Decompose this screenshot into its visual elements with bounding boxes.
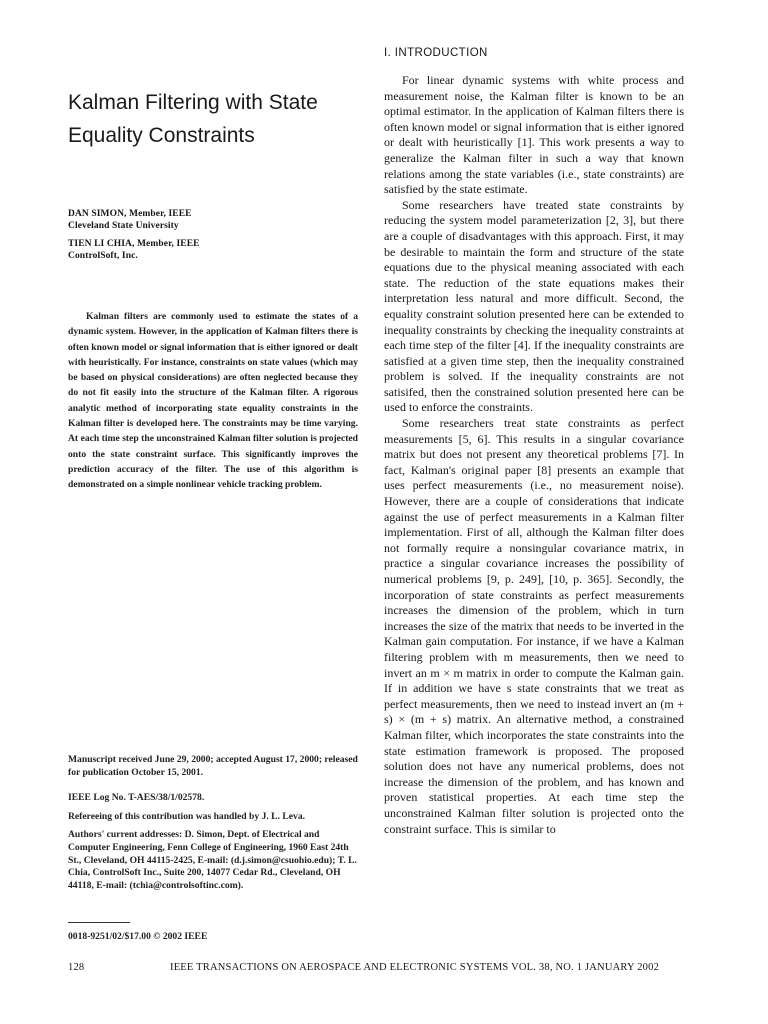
intro-body (384, 73, 684, 837)
section-heading: I. INTRODUCTION (384, 47, 488, 59)
copyright-line: 0018-9251/02/$17.00 © 2002 IEEE (68, 931, 208, 942)
footnote-refereeing: Refereeing of this contribution was handled by J. L. Leva. (68, 811, 306, 822)
author-name: DAN SIMON, Member, IEEE (68, 209, 192, 219)
author-affiliation: ControlSoft, Inc. (68, 251, 138, 261)
author-block (68, 208, 358, 232)
page-number: 128 (68, 962, 85, 973)
page-footer (68, 962, 684, 978)
footnote-divider (68, 922, 130, 923)
journal-citation: IEEE TRANSACTIONS ON AEROSPACE AND ELECTRONIC SYSTEMS VOL. 38, NO. 1 JANUARY 2002 (170, 962, 660, 973)
body-paragraph: Some researchers treat state constraints as perfect measurements [5, 6]. This results in a singular covariance matrix but does not present any theoretical problems [7]. In fact, Kalman's original paper [8] presents an example that uses perfect measurements (i.e., no measurement noise). However, there are a couple of considerations that indicate against the use of perfect measurements in a Kalman filter implementation. First of all, although the Kalman filter does not formally require a nonsingular covariance matrix, in practice a singular covariance increases the possibility of numerical problems [9, p. 249], [10, p. 365]. Secondly, the incorporation of state constraints as perfect measurements increases the dimension of the problem, which in turn increases the size of the matrix that needs to be inverted in the Kalman gain computation. For instance, if we have a Kalman filtering problem with m measurements, then we need to invert an m × m matrix in order to compute the Kalman gain. If in addition we have s state constraints that we treat as perfect measurements, then we need to instead invert an (m + s) × (m + s) matrix. An alternative method, a constrained Kalman filter, which incorporates the state constraints into the state estimation framework is proposed. The proposed solution does not have any numerical problems, does not increase the dimension of the problem, and has known and proven statistical properties. At each time step the unconstrained Kalman filter solution is projected onto the constraint surface. This is similar to (384, 416, 684, 836)
body-paragraph: For linear dynamic systems with white process and measurement noise, the Kalman filter is known to be an optimal estimator. In the application of Kalman filters there is often known model or signal information that is either ignored or dealt with heuristically [1]. This work presents a way to generalize the Kalman filter in such a way that known relations among the state variables (i.e., state constraints) are satisfied by the state estimate. (384, 73, 684, 197)
footnote-addresses: Authors' current addresses: D. Simon, Dept. of Electrical and Computer Engineering, Fenn College of Engineering, 1960 East 24th St., Cleveland, OH 44115-2425, E-mail: (d.j.simon@csuohio.edu); T. L. Chia, ControlSoft Inc., Suite 200, 14077 Cedar Rd., Cleveland, OH 44118, E-mail: (tchia@controlsoftinc.com). (68, 829, 357, 892)
footnote-log-number: IEEE Log No. T-AES/38/1/02578. (68, 792, 205, 803)
footnote-manuscript: Manuscript received June 29, 2000; accepted August 17, 2000; released for publication October 15, 2001. (68, 754, 358, 778)
author-block (68, 238, 358, 262)
body-paragraph: Some researchers have treated state constraints by reducing the system model parameterization [2, 3], but there are a couple of disadvantages with this approach. First, it may be desirable to maintain the form and structure of the state equations due to the physical meaning associated with each state. The reduction of the state equations makes their interpretation less natural and more difficult. Second, the equality constraint solution presented here can be extended to inequality constraints by checking the inequality constraints at each time step of the filter [4]. If the inequality constraints are satisfied at a given time step, then the inequality constrained problem is solved. If the inequality constraints are not satisifed, then the constrained solution presented here can be used to enforce the constraints. (384, 197, 684, 415)
abstract: Kalman filters are commonly used to estimate the states of a dynamic system. However, in the application of Kalman filters there is often known model or signal information that is either ignored or dealt with heuristically. For instance, constraints on state values (which may be based on physical considerations) are often neglected because they do not fit easily into the structure of the Kalman filter. A rigorous analytic method of incorporating state equality constraints in the Kalman filter is developed here. The constraints may be time varying. At each time step the unconstrained Kalman filter solution is projected onto the state constraint surface. This significantly improves the prediction accuracy of the filter. The use of this algorithm is demonstrated on a simple nonlinear vehicle tracking problem. (68, 311, 358, 491)
author-affiliation: Cleveland State University (68, 221, 179, 231)
author-name: TIEN LI CHIA, Member, IEEE (68, 239, 200, 249)
paper-title: Kalman Filtering with State Equality Constraints (68, 91, 318, 147)
